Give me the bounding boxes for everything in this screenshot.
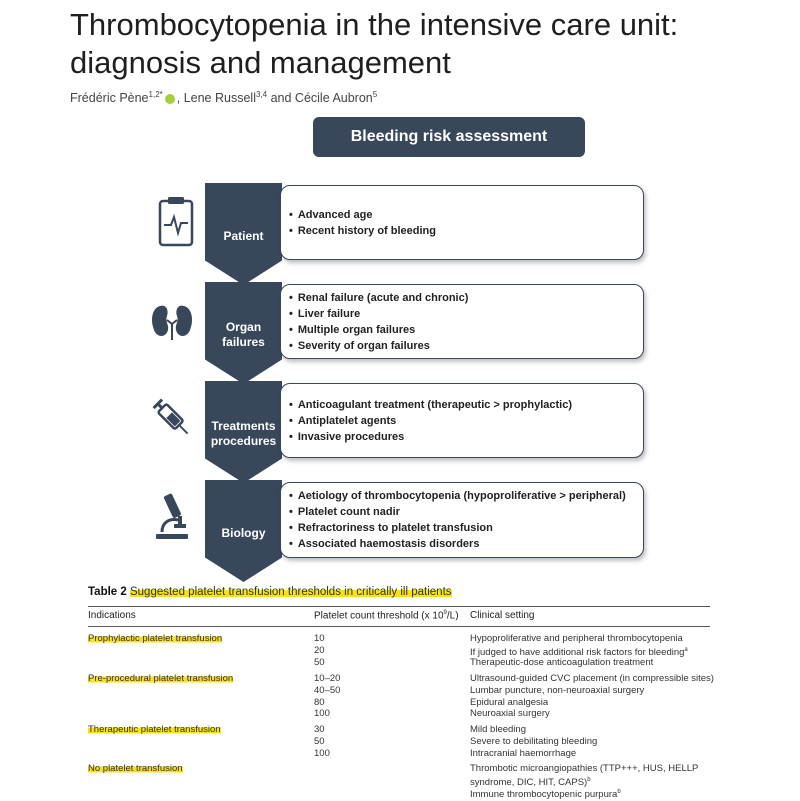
indication-cell	[88, 633, 222, 645]
risk-factor-box	[280, 383, 644, 458]
risk-factor-item: • Antiplatelet agents	[289, 413, 643, 429]
setting-cell	[470, 708, 550, 720]
threshold-cell: 40–50	[314, 684, 341, 696]
setting-cell	[470, 763, 698, 775]
table-caption-text: Suggested platelet transfusion thresholds in critically ill patients	[129, 586, 452, 598]
setting-text: Therapeutic-dose anticoagulation treatment	[470, 656, 654, 668]
setting-text: syndrome, DIC, HIT, CAPS)	[470, 776, 588, 788]
microscope-icon	[154, 492, 190, 545]
category-label	[205, 320, 282, 350]
threshold-cell: 20	[314, 644, 325, 656]
risk-factor-item: • Associated haemostasis disorders	[289, 536, 643, 552]
threshold-header-text: Platelet count threshold (x 10	[314, 610, 444, 622]
threshold-cell: 10	[314, 633, 325, 644]
footnote-marker: a	[684, 646, 688, 653]
indication-text: Pre-procedural platelet transfusion	[88, 673, 234, 684]
threshold-cell: 80	[314, 696, 325, 708]
risk-factor-item: • Anticoagulant treatment (therapeutic > prophylactic)	[289, 397, 643, 413]
setting-text: Ultrasound-guided CVC placement (in compressible sites)	[470, 673, 714, 684]
setting-text: Neuroaxial surgery	[470, 708, 550, 720]
footnote-marker: b	[587, 776, 591, 783]
table-header-threshold	[314, 610, 459, 621]
setting-cell	[470, 748, 576, 760]
category-label-line: failures	[222, 335, 265, 349]
setting-cell	[470, 657, 653, 669]
threshold-cell: 50	[314, 735, 325, 747]
figure-banner: Bleeding risk assessment	[313, 117, 585, 157]
risk-factor-item: • Advanced age	[289, 207, 643, 223]
risk-factor-box	[280, 482, 644, 558]
indication-text: No platelet transfusion	[88, 763, 183, 774]
threshold-cell: 100	[314, 708, 330, 720]
setting-text: Severe to debilitating bleeding	[470, 735, 598, 747]
table-label: Table 2	[88, 586, 127, 598]
setting-cell	[470, 787, 621, 801]
category-label	[205, 419, 282, 449]
setting-cell	[470, 724, 526, 736]
indication-text: Therapeutic platelet transfusion	[88, 724, 221, 735]
risk-factor-item: • Severity of organ failures	[289, 338, 643, 354]
setting-text: Epidural analgesia	[470, 696, 549, 708]
table-header-indications: Indications	[88, 610, 136, 621]
category-label	[205, 229, 282, 244]
author-name: Cécile Aubron	[294, 91, 373, 106]
setting-text: Immune thrombocytopenic purpura	[470, 788, 618, 800]
table-rule-header	[88, 626, 710, 627]
category-label-line: Treatments	[211, 419, 276, 433]
threshold-cell: 50	[314, 656, 325, 668]
indication-text: Prophylactic platelet transfusion	[88, 633, 223, 644]
risk-factor-item: • Invasive procedures	[289, 429, 643, 445]
orcid-icon[interactable]	[165, 94, 175, 104]
author-affiliation: 1,2*	[148, 90, 163, 99]
indication-cell	[88, 724, 221, 736]
setting-text: Thrombotic microangiopathies (TTP+++, HUS, HELLP	[470, 763, 699, 774]
setting-text: Intracranial haemorrhage	[470, 747, 577, 759]
risk-factor-box	[280, 284, 644, 359]
threshold-cell: 100	[314, 747, 330, 759]
table-header-setting: Clinical setting	[470, 610, 535, 621]
category-label	[205, 526, 282, 541]
author-name: Lene Russell	[183, 91, 256, 106]
indication-cell	[88, 763, 183, 775]
threshold-header-exp: 9	[443, 610, 447, 616]
risk-factor-item: • Multiple organ failures	[289, 322, 643, 338]
risk-factor-item: • Refractoriness to platelet transfusion	[289, 520, 643, 536]
indication-cell	[88, 673, 233, 685]
setting-text: If judged to have additional risk factors for bleeding	[470, 646, 685, 658]
table-rule-top	[88, 606, 710, 607]
setting-cell	[470, 633, 683, 645]
risk-factor-item: • Recent history of bleeding	[289, 223, 643, 239]
category-label-line: Organ	[225, 320, 262, 334]
risk-factor-box	[280, 185, 644, 260]
clipboard-ecg-icon	[158, 195, 194, 252]
setting-cell	[470, 736, 597, 748]
kidneys-icon	[150, 302, 194, 347]
setting-cell	[470, 685, 644, 697]
risk-factor-item: • Platelet count nadir	[289, 504, 643, 520]
paper-title: Thrombocytopenia in the intensive care unit: diagnosis and management	[70, 7, 679, 80]
risk-factor-item: • Renal failure (acute and chronic)	[289, 290, 643, 306]
category-label-line: Patient	[223, 229, 264, 243]
risk-factor-item: • Liver failure	[289, 306, 643, 322]
author-conjunction: and	[270, 91, 292, 106]
threshold-header-unit: /L)	[446, 610, 459, 622]
footnote-marker: b	[617, 788, 621, 795]
setting-text: Lumbar puncture, non-neuroaxial surgery	[470, 684, 645, 696]
syringe-icon	[152, 396, 192, 445]
setting-text: Hypoproliferative and peripheral thrombocytopenia	[470, 633, 683, 644]
author-affiliation: 5	[372, 90, 378, 99]
threshold-cell: 10–20	[314, 673, 341, 684]
setting-text: Mild bleeding	[470, 724, 526, 735]
risk-factor-item: • Aetiology of thrombocytopenia (hypoproliferative > peripheral)	[289, 488, 643, 504]
author-name: Frédéric Pène	[70, 91, 149, 106]
author-affiliation: 3,4	[255, 90, 268, 99]
table-caption	[88, 586, 452, 598]
author-line: Frédéric Pène$^{1,2*}$ , Lene Russell$^{3,4}$ and Cécile Aubron$^5$	[70, 90, 378, 106]
threshold-cell: 30	[314, 724, 325, 735]
setting-cell	[470, 673, 714, 685]
category-label-line: Biology	[221, 526, 266, 540]
setting-cell	[470, 697, 548, 709]
category-label-line: procedures	[210, 434, 277, 448]
